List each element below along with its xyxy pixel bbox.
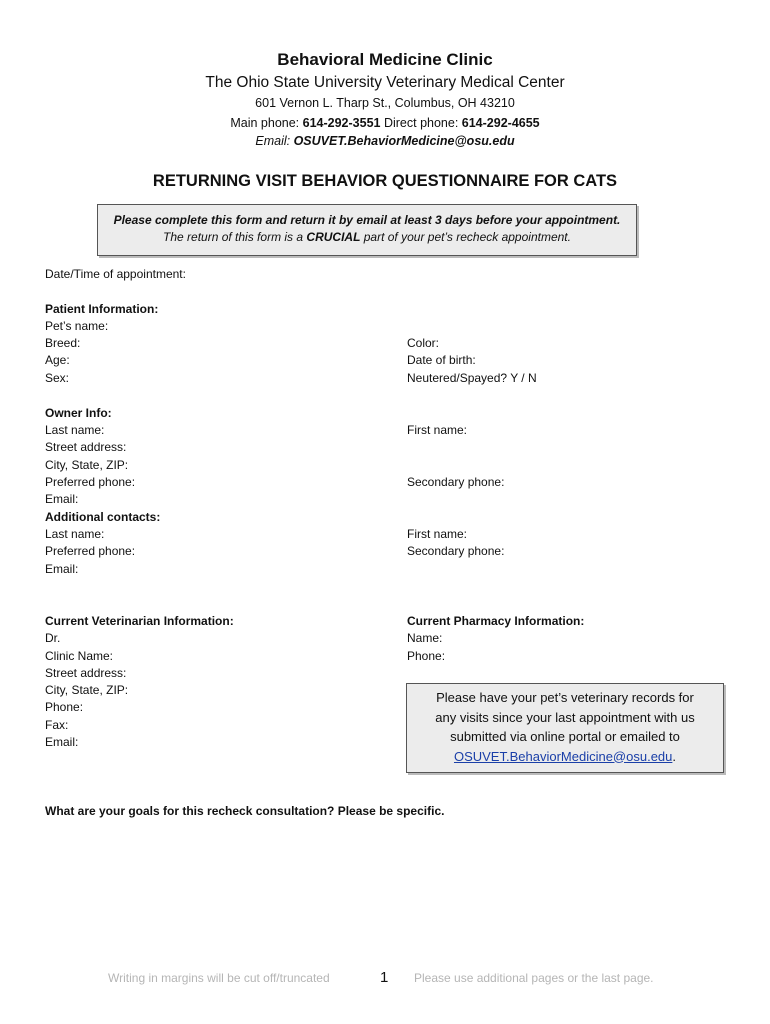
email-line <box>0 134 770 148</box>
additional-first-name-label: First name: <box>407 527 468 541</box>
institution-name: The Ohio State University Veterinary Medical Center <box>205 74 565 91</box>
notice-line-2 <box>98 229 636 246</box>
vet-heading: Current Veterinarian Information: <box>45 614 234 628</box>
additional-secondary-phone-label: Secondary phone: <box>407 544 505 558</box>
notice-text: The return of this form is a <box>163 230 307 244</box>
pharmacy-name-label: Name: <box>407 631 443 645</box>
additional-preferred-phone-label: Preferred phone: <box>45 544 136 558</box>
vet-phone-label: Phone: <box>45 700 84 714</box>
color-label: Color: <box>407 336 440 350</box>
additional-email-label: Email: <box>45 562 79 576</box>
sex-label: Sex: <box>45 371 70 385</box>
records-period: . <box>672 748 677 764</box>
owner-email-label: Email: <box>45 492 79 506</box>
additional-last-name-label: Last name: <box>45 527 105 541</box>
clinic-address: 601 Vernon L. Tharp St., Columbus, OH 43210 <box>255 96 515 110</box>
records-line-1: Please have your pet’s veterinary records for <box>436 690 694 705</box>
owner-preferred-phone-label: Preferred phone: <box>45 475 136 489</box>
footer-pages-note: Please use additional pages or the last page. <box>414 971 654 985</box>
dob-label: Date of birth: <box>407 353 476 367</box>
clinic-email: OSUVET.BehaviorMedicine@osu.edu <box>293 134 515 148</box>
breed-label: Breed: <box>45 336 81 350</box>
age-label: Age: <box>45 353 70 367</box>
owner-heading: Owner Info: <box>45 406 112 420</box>
records-line-3: submitted via online portal or emailed to <box>450 729 680 744</box>
phone-line <box>0 116 770 130</box>
page-number: 1 <box>380 969 389 986</box>
email-label: Email: <box>255 134 294 148</box>
records-email-link[interactable]: OSUVET.BehaviorMedicine@osu.edu <box>453 748 673 764</box>
clinic-title: Behavioral Medicine Clinic <box>277 50 493 69</box>
vet-dr-label: Dr. <box>45 631 61 645</box>
direct-phone-label: Direct phone: <box>380 116 462 130</box>
additional-heading: Additional contacts: <box>45 510 161 524</box>
notice-text-end: part of your pet’s recheck appointment. <box>360 230 571 244</box>
notice-box <box>97 204 637 256</box>
owner-last-name-label: Last name: <box>45 423 105 437</box>
pharmacy-phone-label: Phone: <box>407 649 446 663</box>
direct-phone: 614-292-4655 <box>461 116 540 130</box>
records-line-2: any visits since your last appointment with us <box>435 709 695 725</box>
owner-street-label: Street address: <box>45 440 127 454</box>
main-phone-label: Main phone: <box>230 116 303 130</box>
owner-first-name-label: First name: <box>407 423 468 437</box>
patient-heading: Patient Information: <box>45 302 159 316</box>
goals-question: What are your goals for this recheck consultation? Please be specific. <box>45 804 445 818</box>
vet-city-label: City, State, ZIP: <box>45 683 129 697</box>
records-notice-box <box>406 683 724 773</box>
vet-clinic-label: Clinic Name: <box>45 649 114 663</box>
vet-street-label: Street address: <box>45 666 127 680</box>
form-title: RETURNING VISIT BEHAVIOR QUESTIONNAIRE FOR CATS <box>152 172 618 190</box>
vet-email-label: Email: <box>45 735 79 749</box>
appointment-label: Date/Time of appointment: <box>45 267 186 281</box>
footer-margin-note: Writing in margins will be cut off/truncated <box>108 971 330 985</box>
owner-city-label: City, State, ZIP: <box>45 458 129 472</box>
notice-emphasis: CRUCIAL <box>306 230 361 244</box>
pharmacy-heading: Current Pharmacy Information: <box>407 614 585 628</box>
neutered-label: Neutered/Spayed? Y / N <box>407 371 537 385</box>
owner-secondary-phone-label: Secondary phone: <box>407 475 505 489</box>
notice-line-1: Please complete this form and return it by email at least 3 days before your appointment. <box>113 213 621 227</box>
main-phone: 614-292-3551 <box>302 116 381 130</box>
records-line-4 <box>407 747 723 767</box>
pet-name-label: Pet’s name: <box>45 319 109 333</box>
vet-fax-label: Fax: <box>45 718 69 732</box>
